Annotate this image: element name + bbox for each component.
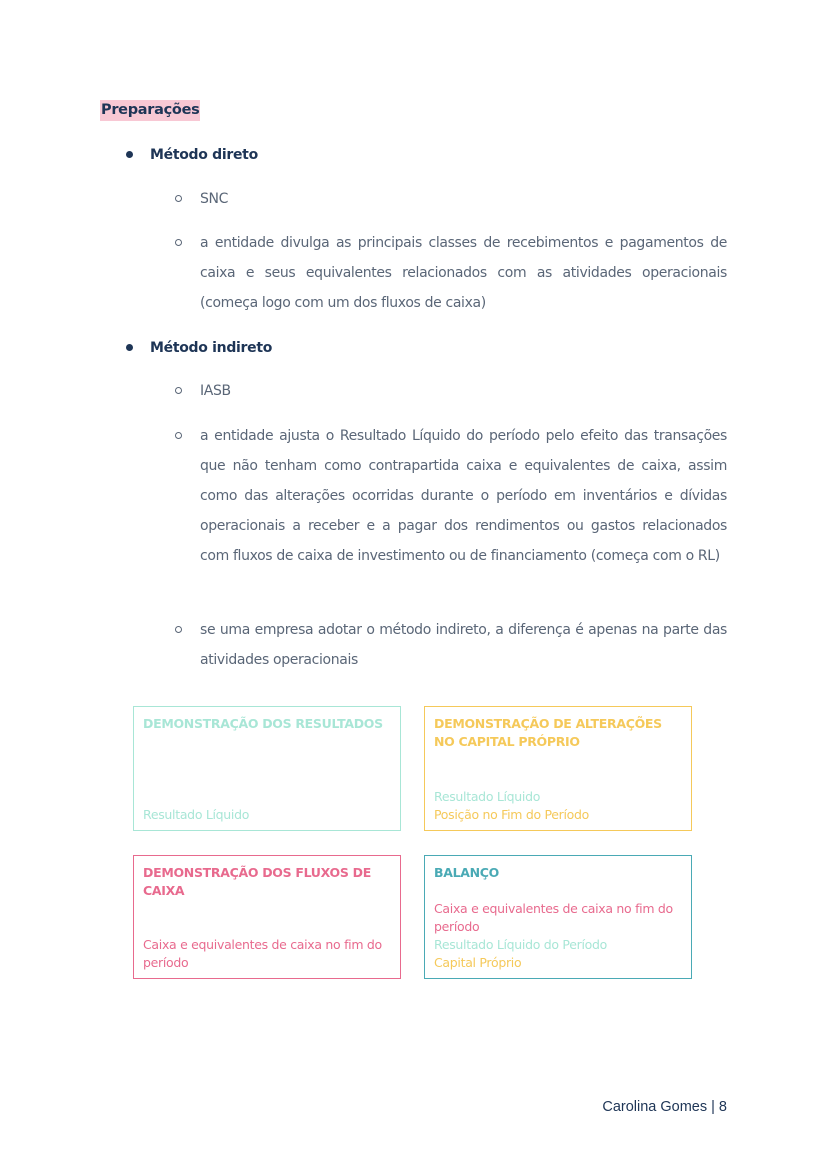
subbullet-indireto-difference <box>175 615 727 675</box>
box-title: DEMONSTRAÇÃO DOS RESULTADOS <box>143 716 383 731</box>
box-demonstracao-alteracoes-capital-proprio <box>424 706 692 831</box>
bullet-title: Método indireto <box>150 340 273 356</box>
hollow-bullet-icon <box>175 239 182 246</box>
subbullet-text: SNC <box>200 191 229 207</box>
box-line-caixa-equivalentes: Caixa e equivalentes de caixa no fim do período <box>434 901 673 934</box>
subbullet-text: a entidade divulga as principais classes de recebimentos e pagamentos de caixa e seus equivalentes relacionados com as atividades operacionais (começa logo com um dos fluxos de caixa) <box>200 235 727 311</box>
subbullet-iasb <box>175 376 727 406</box>
bullet-title: Método direto <box>150 147 258 163</box>
box-line-caixa-equivalentes: Caixa e equivalentes de caixa no fim do período <box>143 937 382 970</box>
hollow-bullet-icon <box>175 626 182 633</box>
hollow-bullet-icon <box>175 195 182 202</box>
subbullet-text: se uma empresa adotar o método indireto, a diferença é apenas na parte das atividades operacionais <box>200 622 727 668</box>
box-title: DEMONSTRAÇÃO DE ALTERAÇÕES NO CAPITAL PRÓPRIO <box>434 716 662 749</box>
box-line-resultado-liquido: Resultado Líquido <box>143 807 250 822</box>
page-footer: Carolina Gomes | 8 <box>602 1099 727 1115</box>
box-line-capital-proprio: Capital Próprio <box>434 955 522 970</box>
subbullet-indireto-description <box>175 421 727 571</box>
box-line-posicao-fim-periodo: Posição no Fim do Período <box>434 807 590 822</box>
box-title: BALANÇO <box>434 865 500 880</box>
box-line-resultado-liquido: Resultado Líquido <box>434 789 541 804</box>
box-demonstracao-fluxos-caixa <box>133 855 401 979</box>
box-title: DEMONSTRAÇÃO DOS FLUXOS DE CAIXA <box>143 865 371 898</box>
section-heading: Preparações <box>100 100 200 121</box>
box-line-resultado-liquido-periodo: Resultado Líquido do Período <box>434 937 607 952</box>
subbullet-snc <box>175 184 727 214</box>
hollow-bullet-icon <box>175 432 182 439</box>
box-balanco <box>424 855 692 979</box>
bullet-dot-icon <box>126 151 133 158</box>
subbullet-direto-description <box>175 228 727 318</box>
box-demonstracao-resultados <box>133 706 401 831</box>
subbullet-text: IASB <box>200 383 231 399</box>
bullet-dot-icon <box>126 344 133 351</box>
hollow-bullet-icon <box>175 387 182 394</box>
subbullet-text: a entidade ajusta o Resultado Líquido do período pelo efeito das transações que não tenham como contrapartida caixa e equivalentes de caixa, assim como das alterações ocorridas durante o período em inventários e dívidas operacionais a receber e a pagar dos rendimentos ou gastos relacionados com fluxos de caixa de investimento ou de financiamento (começa com o RL) <box>200 428 727 564</box>
